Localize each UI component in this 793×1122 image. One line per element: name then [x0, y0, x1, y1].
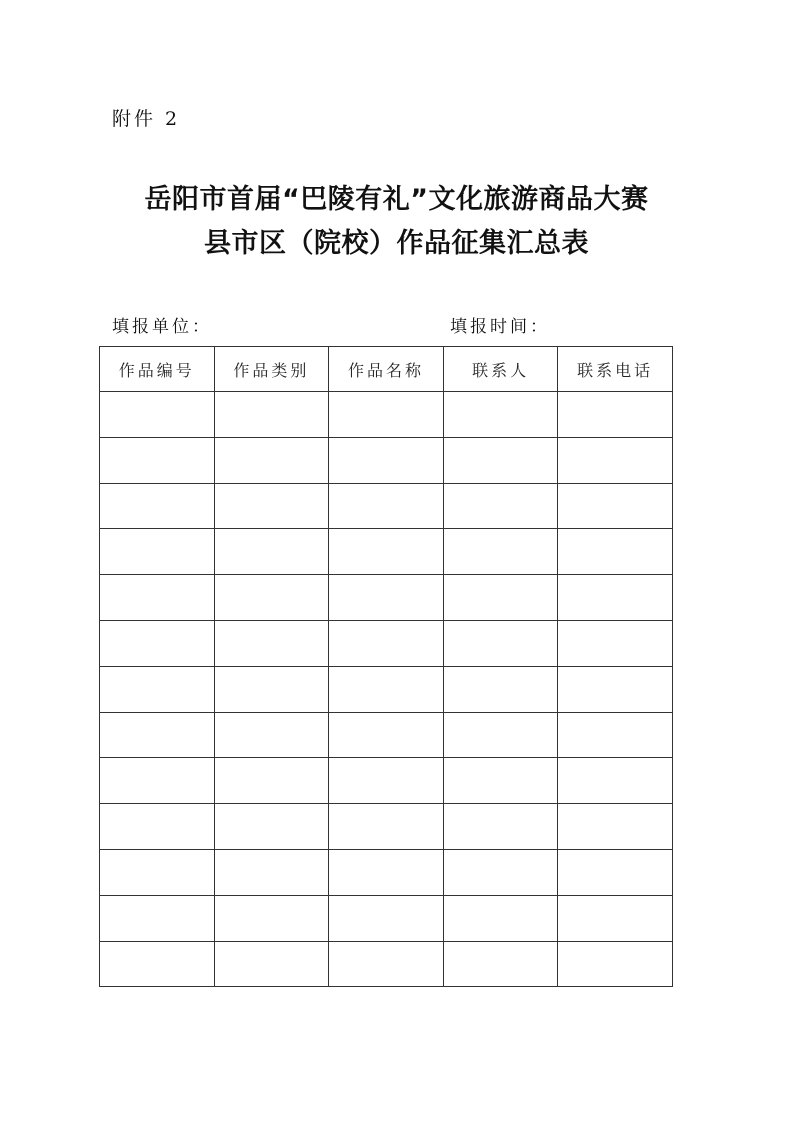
table-cell	[214, 804, 329, 850]
table-cell	[100, 849, 215, 895]
table-cell	[214, 620, 329, 666]
table-row	[100, 804, 673, 850]
table-cell	[214, 758, 329, 804]
table-cell	[100, 666, 215, 712]
table-cell	[558, 620, 673, 666]
table-cell	[329, 712, 444, 758]
table-cell	[329, 483, 444, 529]
header-work-category: 作品类别	[214, 347, 329, 392]
table-row	[100, 620, 673, 666]
table-cell	[100, 941, 215, 987]
fill-unit-label: 填报单位：	[112, 317, 212, 337]
table-cell	[443, 941, 558, 987]
table-cell	[558, 895, 673, 941]
table-cell	[558, 575, 673, 621]
table-cell	[329, 849, 444, 895]
table-cell	[558, 941, 673, 987]
table-row	[100, 392, 673, 438]
table-cell	[329, 804, 444, 850]
table-cell	[443, 895, 558, 941]
header-contact-person: 联系人	[443, 347, 558, 392]
table-cell	[443, 804, 558, 850]
table-row	[100, 758, 673, 804]
table-cell	[443, 437, 558, 483]
table-cell	[329, 758, 444, 804]
table-cell	[443, 483, 558, 529]
table-cell	[329, 392, 444, 438]
table-cell	[443, 529, 558, 575]
header-contact-phone: 联系电话	[558, 347, 673, 392]
table-cell	[214, 666, 329, 712]
table-cell	[443, 712, 558, 758]
table-cell	[329, 895, 444, 941]
fill-time-label: 填报时间：	[450, 317, 550, 337]
table-cell	[558, 392, 673, 438]
table-cell	[329, 575, 444, 621]
table-row	[100, 712, 673, 758]
table-cell	[100, 392, 215, 438]
table-cell	[329, 437, 444, 483]
table-cell	[558, 849, 673, 895]
table-cell	[558, 529, 673, 575]
table-row	[100, 483, 673, 529]
table-cell	[443, 758, 558, 804]
submission-summary-table	[99, 346, 673, 987]
table-cell	[558, 437, 673, 483]
table-cell	[558, 758, 673, 804]
header-work-name: 作品名称	[329, 347, 444, 392]
table-cell	[558, 712, 673, 758]
table-cell	[443, 575, 558, 621]
table-cell	[443, 849, 558, 895]
attachment-label: 附件 2	[112, 108, 181, 130]
table-cell	[100, 758, 215, 804]
table-cell	[443, 392, 558, 438]
table-cell	[558, 666, 673, 712]
table-cell	[214, 849, 329, 895]
table-cell	[329, 666, 444, 712]
table-cell	[214, 575, 329, 621]
table-cell	[214, 437, 329, 483]
table-cell	[214, 895, 329, 941]
table-cell	[443, 666, 558, 712]
table-row	[100, 575, 673, 621]
table-row	[100, 529, 673, 575]
table-cell	[100, 575, 215, 621]
table-row	[100, 895, 673, 941]
table-cell	[214, 712, 329, 758]
header-work-number: 作品编号	[100, 347, 215, 392]
table-header-row	[100, 347, 673, 392]
table-cell	[329, 620, 444, 666]
table-cell	[100, 712, 215, 758]
table-cell	[558, 483, 673, 529]
table-cell	[100, 804, 215, 850]
table-row	[100, 437, 673, 483]
table-cell	[329, 941, 444, 987]
table-cell	[443, 620, 558, 666]
document-title-line-2: 县市区（院校）作品征集汇总表	[204, 228, 589, 259]
table-row	[100, 849, 673, 895]
table-cell	[214, 941, 329, 987]
table-cell	[558, 804, 673, 850]
table-cell	[100, 437, 215, 483]
table-cell	[100, 620, 215, 666]
table-cell	[214, 483, 329, 529]
table-row	[100, 666, 673, 712]
table-cell	[214, 392, 329, 438]
table-cell	[100, 483, 215, 529]
table-cell	[329, 529, 444, 575]
table-cell	[100, 529, 215, 575]
table-cell	[214, 529, 329, 575]
table-body	[100, 392, 673, 987]
table-cell	[100, 895, 215, 941]
document-title-line-1: 岳阳市首届“巴陵有礼”文化旅游商品大赛	[144, 184, 649, 215]
table-row	[100, 941, 673, 987]
